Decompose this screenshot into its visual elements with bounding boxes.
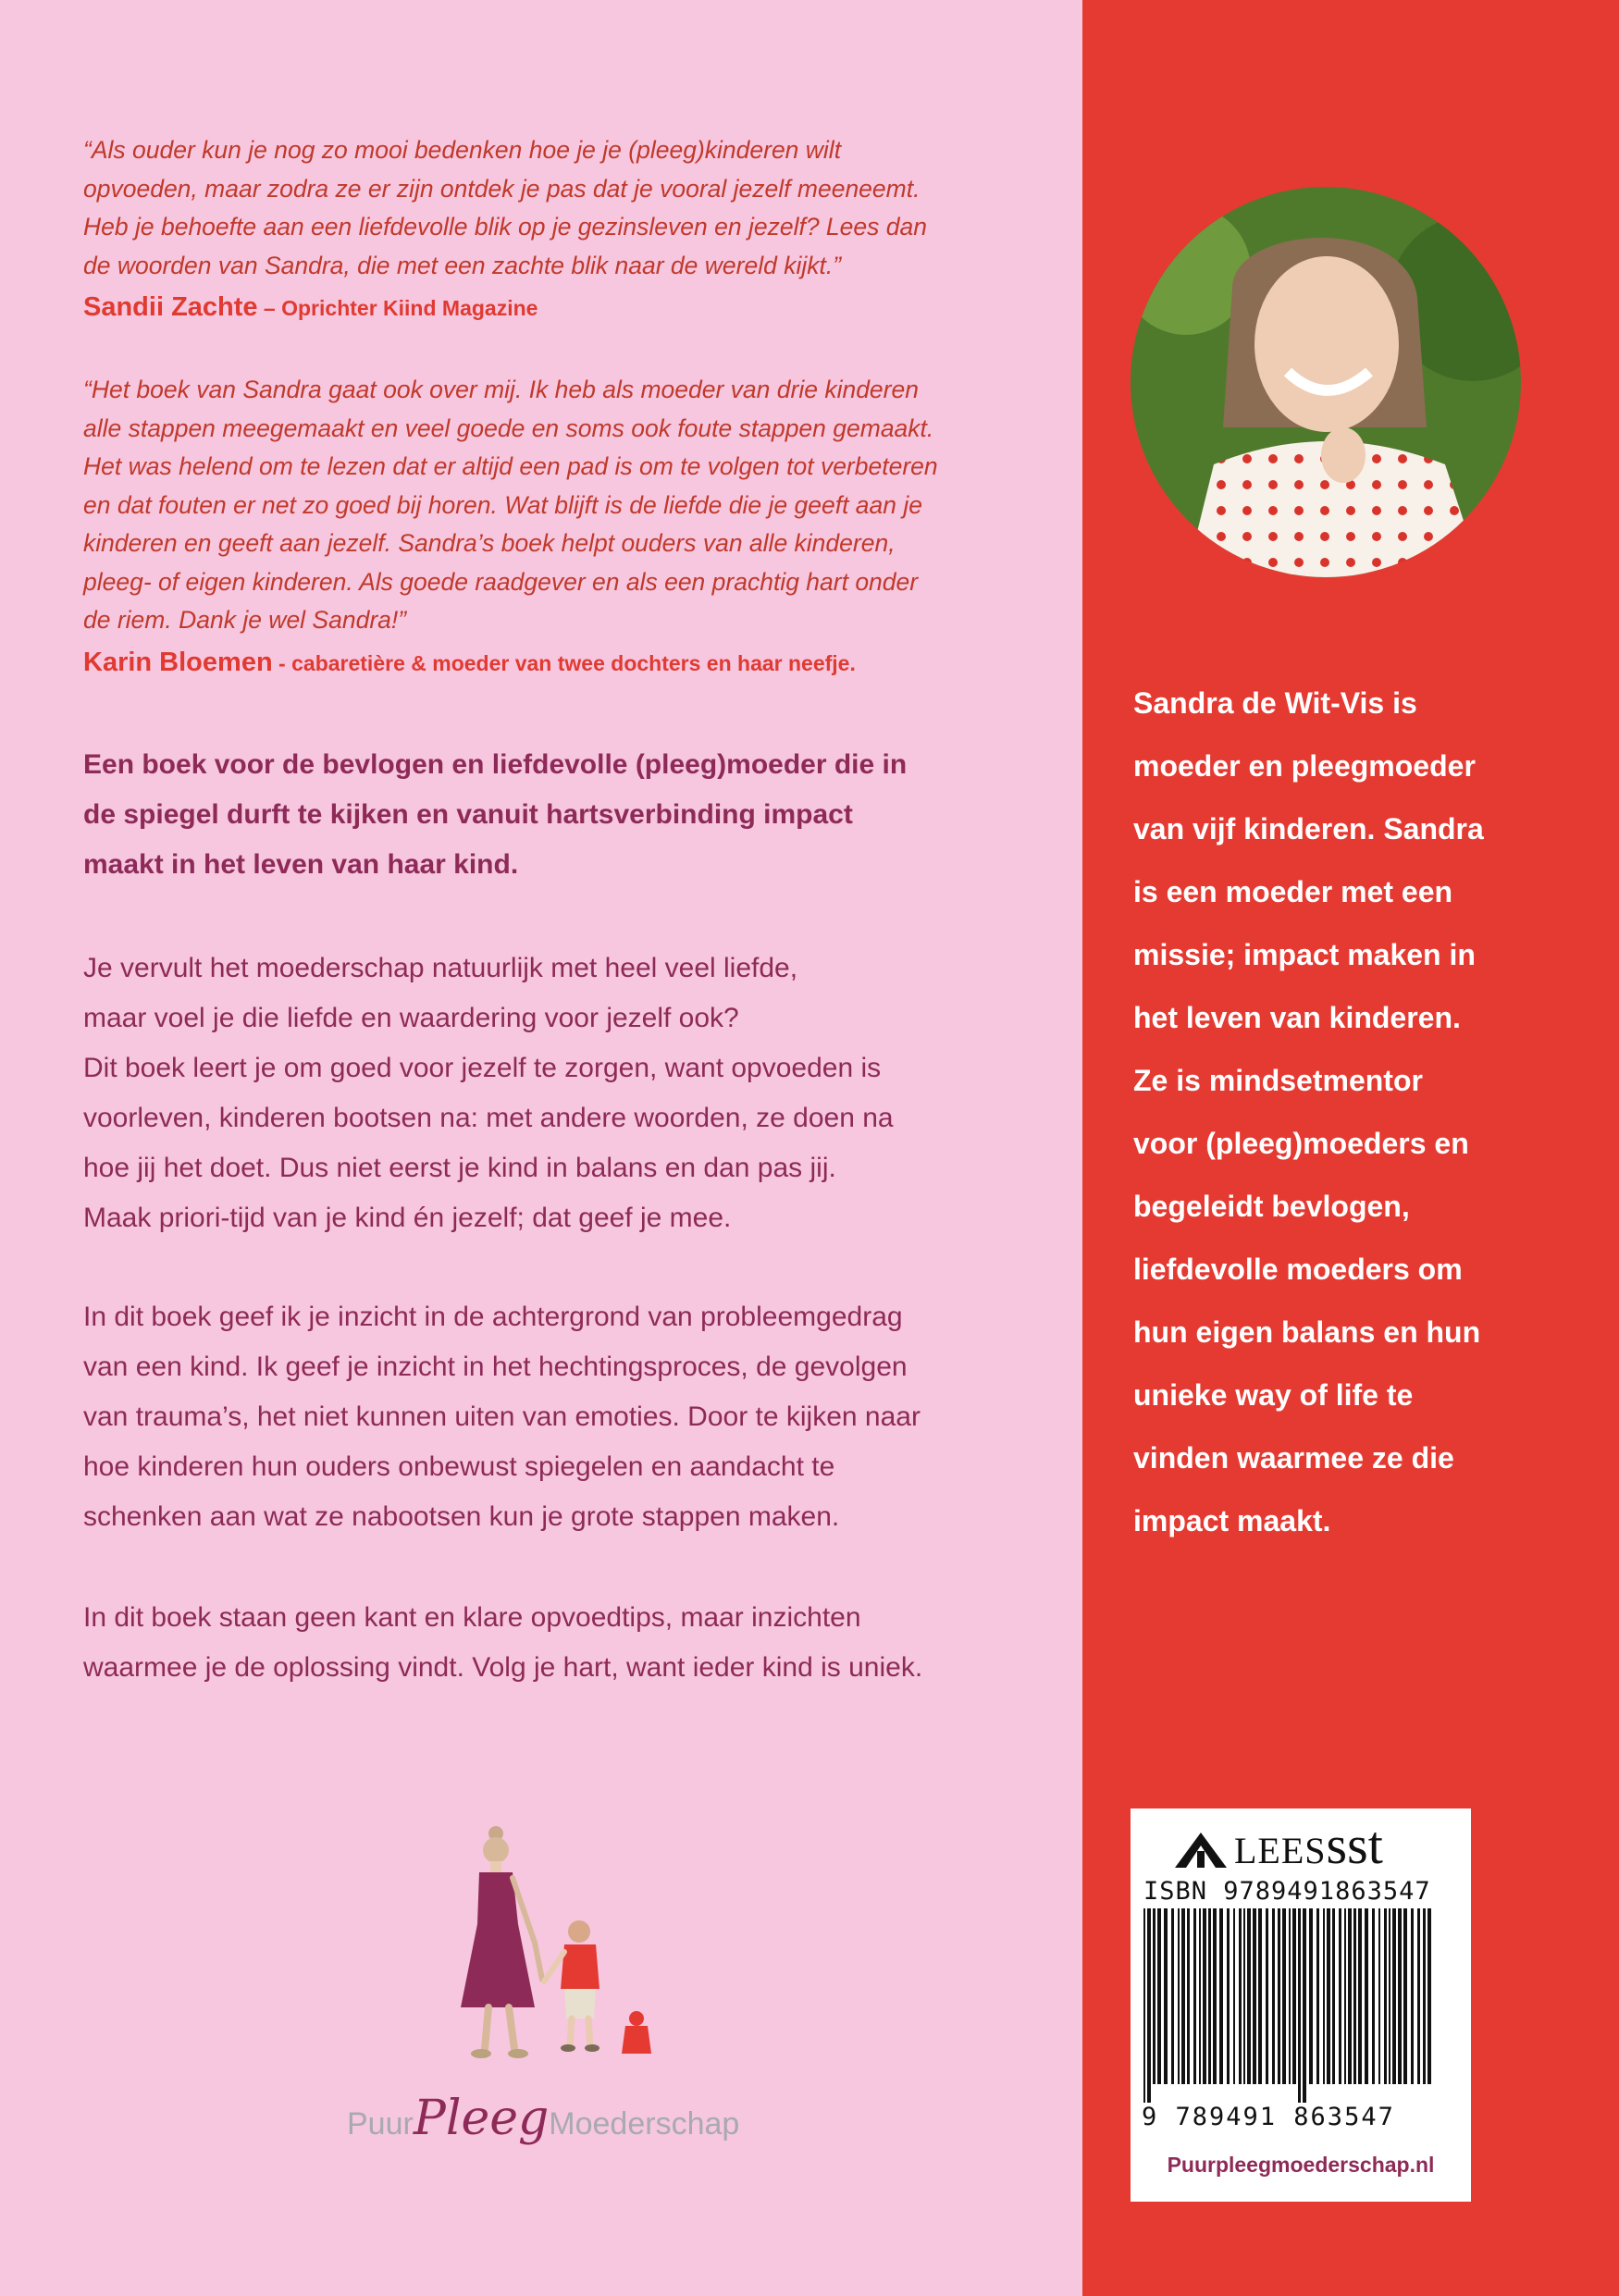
child-head bbox=[568, 1920, 590, 1943]
barcode-bar bbox=[1266, 1908, 1268, 2084]
author-bio: Sandra de Wit-Vis is moeder en pleegmoeder van vijf kinderen. Sandra is een moeder met een missie; impact maken in het leven van kinderen. Ze is mindsetmentor voor (pleeg)moeders en begeleidt bevlogen, liefdevolle moeders om hun eigen balans en hun unieke way of life te vinden waarmee ze die impact maakt. bbox=[1133, 686, 1484, 1537]
child-pants bbox=[564, 1989, 596, 2018]
barcode-bar bbox=[1303, 1908, 1306, 2103]
barcode-bar bbox=[1219, 1908, 1223, 2084]
barcode-bar bbox=[1309, 1908, 1313, 2084]
mother-dress bbox=[461, 1872, 535, 2007]
barcode-bar bbox=[1258, 1908, 1262, 2084]
barcode-bar bbox=[1187, 1908, 1190, 2084]
lead-paragraph: Een boek voor de bevlogen en liefdevolle (pleeg)moeder die in de spiegel durft te kijken en vanuit hartsverbinding impact maakt in het leven van haar kind. bbox=[83, 749, 908, 880]
mother-head bbox=[483, 1837, 509, 1863]
barcode-bar bbox=[1193, 1908, 1196, 2084]
body-paragraph-1: Je vervult het moederschap natuurlijk met heel veel liefde, maar voel je die liefde en waardering voor jezelf ook? Dit boek leert je om goed voor jezelf te zorgen, want opvoeden is voorleven, kinderen bootsen na: met andere woorden, ze doen na hoe jij het doet. Dus niet eerst je kind in balans en dan pas jij. Maak priori-tijd van je kind én jezelf; dat geef je mee. bbox=[83, 953, 894, 1233]
author-portrait-illustration bbox=[1131, 187, 1521, 577]
barcode-bar bbox=[1282, 1908, 1286, 2084]
barcode-bars bbox=[1143, 1908, 1458, 2103]
barcode-bar bbox=[1327, 1908, 1330, 2084]
child-arm bbox=[544, 1952, 564, 1981]
barcode-bar bbox=[1243, 1908, 1245, 2084]
barcode-bar bbox=[1199, 1908, 1201, 2084]
testimonial-role-2: - cabaretière & moeder van twee dochters en haar neefje. bbox=[272, 651, 856, 675]
puur-pleeg-moederschap-logo bbox=[347, 2091, 739, 2146]
publisher-logo-text bbox=[1234, 1814, 1383, 1876]
child-shoe-left bbox=[561, 2044, 575, 2052]
barcode-bar bbox=[1332, 1908, 1335, 2084]
logo-word-puur: Puur bbox=[347, 2106, 414, 2142]
barcode-bar bbox=[1171, 1908, 1174, 2084]
barcode-bar bbox=[1372, 1908, 1375, 2084]
barcode-bar bbox=[1298, 1908, 1301, 2103]
mother-shoe-left bbox=[471, 2049, 491, 2058]
barcode-bar bbox=[1323, 1908, 1325, 2084]
barcode-bar bbox=[1411, 1908, 1414, 2084]
barcode-bar bbox=[1384, 1908, 1387, 2084]
barcode-bar bbox=[1233, 1908, 1235, 2084]
teddy-body bbox=[622, 2026, 651, 2054]
testimonial-role-1: – Oprichter Kiind Magazine bbox=[257, 296, 538, 320]
barcode-bar bbox=[1353, 1908, 1356, 2084]
barcode-bar bbox=[1348, 1908, 1352, 2084]
testimonial-author-2: Karin Bloemen bbox=[83, 648, 273, 677]
mother-legs bbox=[485, 2007, 514, 2049]
barcode-bar bbox=[1392, 1908, 1396, 2084]
barcode-bar bbox=[1181, 1908, 1185, 2084]
barcode-bar bbox=[1398, 1908, 1402, 2084]
publisher-book-icon bbox=[1173, 1829, 1229, 1870]
logo-word-pleeg: Pleeg bbox=[413, 2091, 550, 2146]
barcode-bar bbox=[1247, 1908, 1251, 2084]
website-url: Puurpleegmoederschap.nl bbox=[1167, 2153, 1435, 2177]
logo-word-moederschap: Moederschap bbox=[549, 2106, 740, 2142]
face bbox=[1254, 256, 1399, 432]
mother-neck bbox=[490, 1861, 501, 1872]
author-photo bbox=[1131, 187, 1521, 577]
barcode-bar bbox=[1272, 1908, 1275, 2084]
barcode-bar bbox=[1389, 1908, 1390, 2084]
barcode-bar bbox=[1164, 1908, 1168, 2084]
barcode-bar bbox=[1316, 1908, 1319, 2084]
barcode-bar bbox=[1378, 1908, 1380, 2084]
isbn-barcode-box bbox=[1131, 1808, 1471, 2202]
child-shoe-right bbox=[585, 2044, 599, 2052]
testimonial-author-1: Sandii Zachte bbox=[83, 292, 258, 322]
barcode-bar bbox=[1292, 1908, 1296, 2084]
barcode-bar bbox=[1227, 1908, 1230, 2084]
barcode-bar bbox=[1339, 1908, 1341, 2084]
barcode-digits: 9 789491 863547 bbox=[1142, 2103, 1395, 2131]
barcode-bar bbox=[1358, 1908, 1362, 2084]
body-paragraph-2: In dit boek geef ik je inzicht in de achtergrond van probleemgedrag van een kind. Ik geef je inzicht in het hechtingsproces, de gevolgen van trauma’s, het niet kunnen uiten van emoties. Door te kijken naar hoe kinderen hun ouders onbewust spiegelen en aandacht te schenken aan wat ze nabootsen kun je grote stappen maken. bbox=[83, 1302, 921, 1532]
barcode-bar bbox=[1239, 1908, 1242, 2084]
barcode-bar bbox=[1253, 1908, 1256, 2084]
testimonial-attribution-1 bbox=[83, 292, 1064, 323]
barcode-bar bbox=[1157, 1908, 1161, 2084]
barcode-bar bbox=[1278, 1908, 1280, 2084]
hand bbox=[1321, 427, 1366, 483]
barcode-bar bbox=[1423, 1908, 1426, 2084]
publisher-name-sst: sst bbox=[1326, 1815, 1383, 1875]
publisher-name-lees: LEES bbox=[1234, 1830, 1327, 1871]
barcode-bar bbox=[1143, 1908, 1145, 2103]
barcode-bar bbox=[1417, 1908, 1420, 2084]
mother-child-illustration bbox=[442, 1822, 674, 2072]
barcode-bar bbox=[1365, 1908, 1368, 2084]
barcode-bar bbox=[1203, 1908, 1206, 2084]
body-paragraph-3: In dit boek staan geen kant en klare opvoedtips, maar inzichten waarmee je de oplossing vindt. Volg je hart, want ieder kind is uniek. bbox=[83, 1602, 923, 1683]
barcode-bar bbox=[1289, 1908, 1291, 2084]
barcode-bar bbox=[1403, 1908, 1407, 2084]
child-legs bbox=[570, 2018, 590, 2044]
testimonial-attribution-2 bbox=[83, 648, 1064, 678]
barcode-bar bbox=[1208, 1908, 1211, 2084]
testimonial-quote-2: “Het boek van Sandra gaat ook over mij. Ik heb als moeder van drie kinderen alle stappen meegemaakt en veel goede en soms ook foute stappen gemaakt. Het was helend om te lezen dat er altijd een pad is om te volgen tot verbeteren en dat fouten er net zo goed bij horen. Wat blijft is de liefde die je geeft aan je kinderen en geeft aan jezelf. Sandra’s boek helpt ouders van alle kinderen, pleeg- of eigen kinderen. Als goede raadgever en als een prachtig hart onder de riem. Dank je wel Sandra!” bbox=[83, 376, 938, 634]
barcode-bar bbox=[1213, 1908, 1217, 2084]
barcode-bar bbox=[1178, 1908, 1180, 2084]
barcode-bar bbox=[1153, 1908, 1156, 2084]
mother-shoe-right bbox=[508, 2049, 528, 2058]
isbn-text: ISBN 9789491863547 bbox=[1143, 1877, 1431, 1906]
barcode-bar bbox=[1427, 1908, 1431, 2084]
testimonial-quote-1: “Als ouder kun je nog zo mooi bedenken hoe je je (pleeg)kinderen wilt opvoeden, maar zodra ze er zijn ontdek je pas dat je vooral jezelf meeneemt. Heb je behoefte aan een liefdevolle blik op je gezinsleven en jezelf? Lees dan de woorden van Sandra, die met een zachte blik naar de wereld kijkt.” bbox=[83, 136, 927, 279]
barcode-bar bbox=[1147, 1908, 1151, 2103]
barcode-bar bbox=[1344, 1908, 1346, 2084]
teddy-head bbox=[629, 2011, 644, 2026]
